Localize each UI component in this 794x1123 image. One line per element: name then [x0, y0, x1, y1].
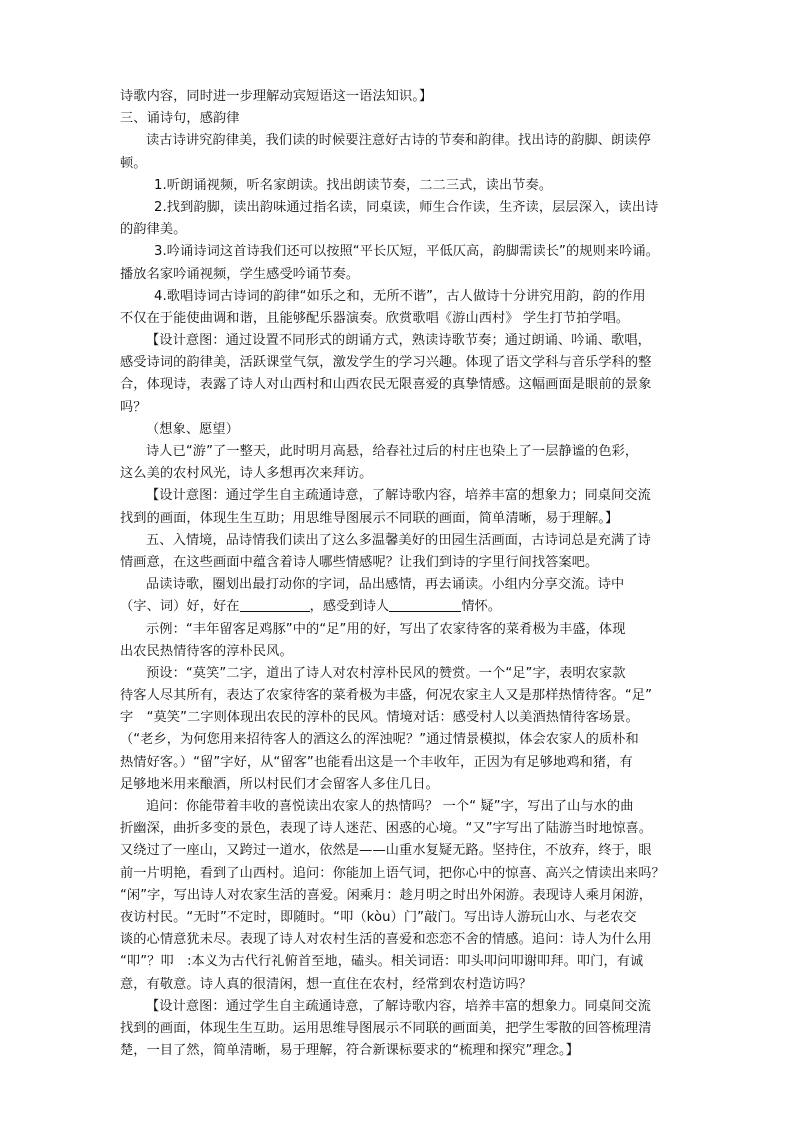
paragraph-line: 吗？ — [120, 399, 147, 415]
paragraph-line: 意，有敬意。诗人真的很清闲，想一直住在农村，经常到农村造访吗？ — [120, 976, 532, 992]
document-body — [120, 86, 680, 1062]
fill-in-text: ，感受到诗人 — [309, 599, 390, 615]
paragraph-line: 的韵律美。 — [120, 222, 187, 238]
paragraph-line: “闲”字，写出诗人对农家生活的喜爱。闲乘月：趁月明之时出外闲游。表现诗人乘月闲游， — [120, 887, 653, 903]
fill-in-blank — [389, 597, 461, 612]
paragraph-line: 字 “莫笑”二字则体现出农民的淳朴的民风。情境对话：感受村人以美酒热情待客场景。 — [120, 710, 639, 726]
paragraph-line: 夜访村民。“无时”不定时，即随时。“叩（kòu）门”敲门。写出诗人游玩山水、与老农交 — [120, 909, 637, 925]
paragraph-line: 找到的画面，体现生生互助。运用思维导图展示不同联的画面美，把学生零散的回答梳理清 — [120, 1020, 652, 1036]
fill-in-text: 情怀。 — [461, 599, 502, 615]
paragraph-line: 楚，一目了然，简单清晰，易于理解，符合新课标要求的“梳理和探究”理念。】 — [120, 1043, 580, 1059]
paragraph-line: （想象、愿望） — [146, 421, 240, 437]
design-intent-line: 【设计意图：通过学生自主疏通诗意，了解诗歌内容，培养丰富的想象力；同桌间交流 — [146, 488, 651, 504]
list-item: 4.歌唱诗词古诗词的韵律“如乐之和，无所不谐”，古人做诗十分讲究用韵，韵的作用 — [154, 288, 646, 304]
paragraph-line: 谈的心情意犹未尽。表现了诗人对农村生活的喜爱和恋恋不舍的情感。追问：诗人为什么用 — [120, 932, 652, 948]
list-item: 2.找到韵脚，读出韵味通过指名读，同桌读，师生合作读，生齐读，层层深入，读出诗 — [154, 199, 659, 215]
list-item: 1.听朗诵视频，听名家朗读。找出朗读节奏，二二三式，读出节奏。 — [154, 177, 553, 193]
paragraph-line: 这么美的农村风光，诗人多想再次来拜访。 — [120, 466, 373, 482]
paragraph-line: 足够地米用来酿酒，所以村民们才会留客人多住几日。 — [120, 776, 439, 792]
paragraph-line: 追问：你能带着丰收的喜悦读出农家人的热情吗？ 一个“ 疑”字，写出了山与水的曲 — [146, 799, 634, 814]
fill-in-text: （字、词）好，好在 — [120, 599, 240, 615]
paragraph-line: 预设：“莫笑”二字，道出了诗人对农村淳朴民风的赞赏。一个“足”字，表明农家款 — [146, 665, 626, 681]
paragraph-line: 又绕过了一座山，又跨过一道水，依然是——山重水复疑无路。坚持住，不放弃，终于，眼 — [120, 843, 652, 859]
paragraph-line: 诗人已“游”了一整天，此时明月高悬，给春社过后的村庄也染上了一层静谧的色彩， — [146, 444, 639, 459]
paragraph-line: 读古诗讲究韵律美，我们读的时候要注意好古诗的节奏和韵律。找出诗的韵脚、朗读停 — [146, 133, 651, 149]
paragraph-line: （“老乡，为何您用来招待客人的酒这么的浑浊呢？”通过情景模拟，体会农家人的质朴和 — [120, 732, 639, 748]
fill-in-line — [120, 596, 680, 618]
list-item: 3.吟诵诗词这首诗我们还可以按照“平长仄短，平低仄高，韵脚需读长”的规则来吟诵。 — [154, 244, 659, 260]
paragraph-line: 示例：“丰年留客足鸡豚”中的“足”用的好，写出了农家待客的菜肴极为丰盛，体现 — [146, 621, 626, 637]
paragraph-line: 待客人尽其所有，表达了农家待客的菜肴极为丰盛，何况农家主人又是那样热情待客。“足” — [120, 688, 653, 704]
design-intent-line: 【设计意图：通过设置不同形式的朗诵方式，熟读诗歌节奏；通过朗诵、吟诵、歌唱， — [146, 333, 651, 349]
paragraph-line: 感受诗词的韵律美，活跃课堂气氛，激发学生的学习兴趣。体现了语文学科与音乐学科的整 — [120, 355, 652, 371]
paragraph-line: 不仅在于能使曲调和谐，且能够配乐器演奏。欣赏歌唱《游山西村》 学生打节拍学唱。 — [120, 310, 630, 326]
paragraph-line: 出农民热情待客的淳朴民风。 — [120, 643, 293, 659]
paragraph-line: 播放名家吟诵视频，学生感受吟诵节奏。 — [120, 266, 360, 282]
design-intent-line: 【设计意图：通过学生自主疏通诗意，了解诗歌内容，培养丰富的想象力。同桌间交流 — [146, 998, 651, 1014]
paragraph-line: 品读诗歌，圈划出最打动你的字词，品出感情，再去诵读。小组内分享交流。诗中 — [146, 577, 625, 593]
paragraph-line: 找到的画面，体现生生互助；用思维导图展示不同联的画面，简单清晰，易于理解。】 — [120, 510, 619, 526]
paragraph-line: 前一片明艳，看到了山西村。追问：你能加上语气词，把你心中的惊喜、高兴之情读出来吗？ — [120, 865, 665, 881]
paragraph-line: 合，体现诗，表露了诗人对山西村和山西农民无限喜爱的真挚情感。这幅画面是眼前的景象 — [120, 377, 652, 393]
paragraph-line: 诗歌内容，同时进一步理解动宾短语这一语法知识。】 — [120, 89, 433, 104]
paragraph-line: “叩”？叩 :本义为古代行礼俯首至地，磕头。相关词语：叩头叩问叩谢叩拜。叩门，有诚 — [120, 954, 644, 970]
fill-in-blank — [240, 597, 310, 612]
paragraph-line: 情画意，在这些画面中蕴含着诗人哪些情感呢？让我们到诗的字里行间找答案吧。 — [120, 554, 599, 570]
paragraph-line: 折幽深，曲折多变的景色，表现了诗人迷茫、困惑的心境。“又”字写出了陆游当时地惊喜。 — [120, 821, 653, 837]
section-heading: 五、入情境，品诗情我们读出了这么多温馨美好的田园生活画面，古诗词总是充满了诗 — [146, 532, 651, 548]
paragraph-line: 热情好客。）“留”字好，从“留客”也能看出这是一个丰收年，正因为有足够地鸡和猪，有 — [120, 754, 633, 770]
paragraph-line: 顿。 — [120, 155, 147, 171]
section-heading: 三、诵诗句，感韵律 — [120, 111, 240, 127]
